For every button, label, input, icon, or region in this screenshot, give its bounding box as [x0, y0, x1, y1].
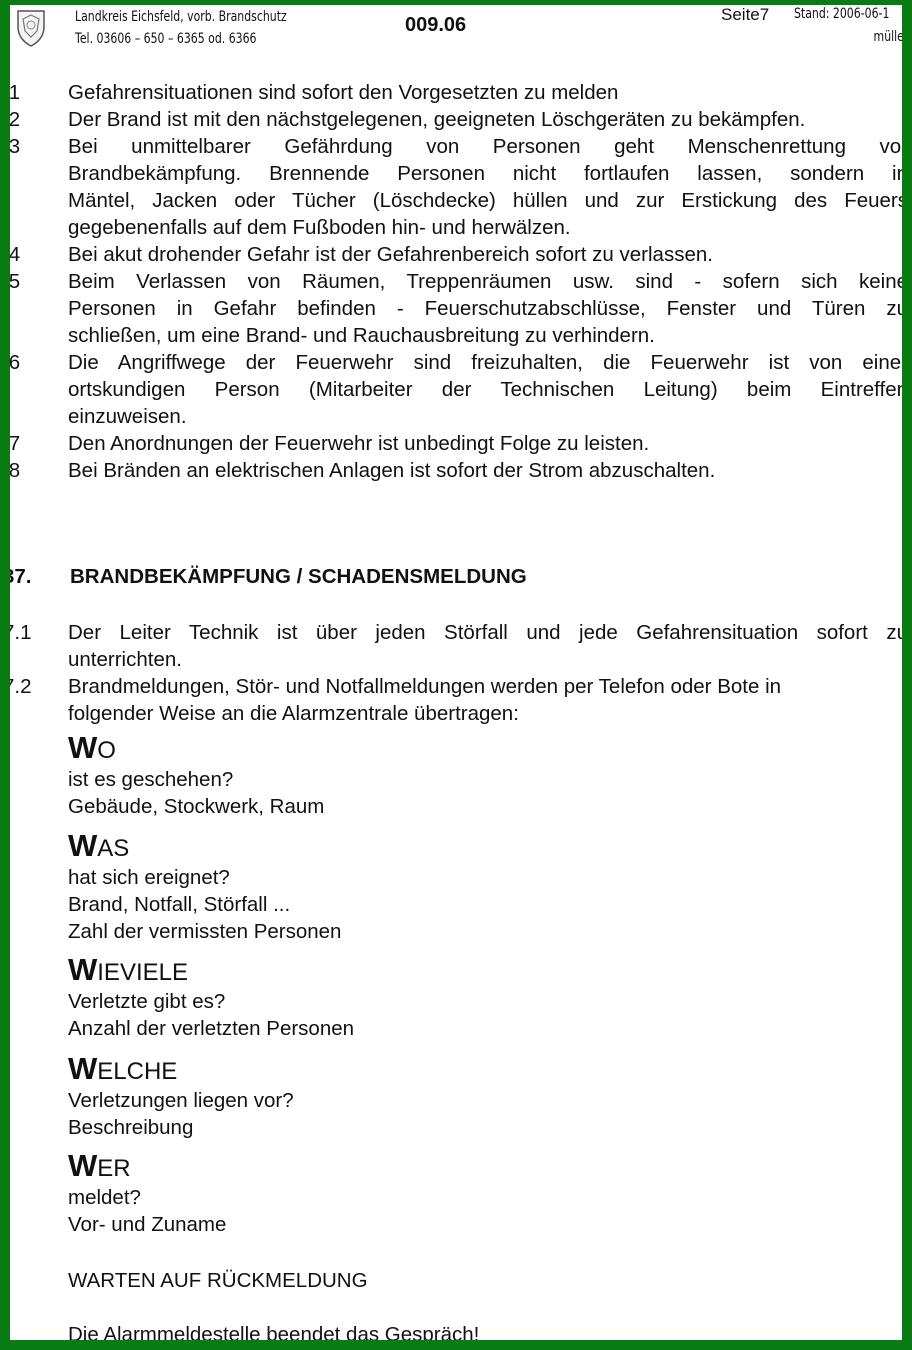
- item-line: folgender Weise an die Alarmzentrale übertragen:: [68, 702, 519, 725]
- item-number: .8: [3, 459, 21, 482]
- item-text: [68, 430, 908, 457]
- w-rest: ER: [97, 1155, 131, 1182]
- w-question-wer: [68, 1148, 227, 1238]
- item-line: Brandmeldungen, Stör- und Notfallmeldungen werden per Telefon oder Bote in: [68, 675, 782, 698]
- w-question-was: [68, 828, 342, 945]
- item-text: [68, 349, 908, 430]
- w-question-line: Anzahl der verletzten Personen: [68, 1017, 355, 1040]
- item-number: .1: [3, 81, 21, 104]
- item-line: Bei Bränden an elektrischen Anlagen ist sofort der Strom abzuschalten.: [68, 459, 716, 482]
- w-initial: W: [68, 730, 98, 765]
- item-text: [68, 241, 908, 268]
- item-line: Den Anordnungen der Feuerwehr ist unbedingt Folge zu leisten.: [68, 432, 650, 455]
- w-rest: AS: [97, 835, 130, 862]
- item-line: Der Brand ist mit den nächstgelegenen, geeigneten Löschgeräten zu bekämpfen.: [68, 108, 806, 131]
- item-text: [68, 106, 908, 133]
- end-call-text: Die Alarmmeldestelle beendet das Gespräch!: [68, 1323, 480, 1346]
- item-number: .5: [3, 270, 21, 293]
- w-rest: ELCHE: [97, 1058, 178, 1085]
- item-line: gegebenenfalls auf dem Fußboden hin- und herwälzen.: [68, 216, 571, 239]
- item-number: .2: [3, 108, 21, 131]
- w-question-line: Beschreibung: [68, 1116, 194, 1139]
- w-question-title: [68, 730, 324, 766]
- item-line: Mäntel, Jacken oder Tücher (Löschdecke) hüllen und zur Erstickung des Feuers: [68, 189, 908, 212]
- document-author: mülle: [873, 29, 904, 45]
- item-text: [68, 673, 908, 727]
- item-line: Bei akut drohender Gefahr ist der Gefahrenbereich sofort zu verlassen.: [68, 243, 713, 266]
- item-number: .6: [3, 351, 21, 374]
- item-text: [68, 268, 908, 349]
- item-line: unterrichten.: [68, 648, 182, 671]
- section-number: 37.: [3, 565, 32, 588]
- item-line: schließen, um eine Brand- und Rauchausbreitung zu verhindern.: [68, 324, 655, 347]
- coat-of-arms-icon: [15, 7, 47, 47]
- w-question-line: Vor- und Zuname: [68, 1213, 227, 1236]
- w-initial: W: [68, 828, 98, 863]
- item-line: Bei unmittelbarer Gefährdung von Personen geht Menschenrettung vor: [68, 135, 908, 158]
- w-initial: W: [68, 1051, 98, 1086]
- item-number: 7.1: [3, 621, 32, 644]
- header-organization: [75, 6, 287, 50]
- w-initial: W: [68, 952, 98, 987]
- w-question-line: hat sich ereignet?: [68, 866, 230, 889]
- w-question-line: meldet?: [68, 1186, 141, 1209]
- item-line: einzuweisen.: [68, 405, 187, 428]
- w-question-title: [68, 828, 341, 864]
- section-title: BRANDBEKÄMPFUNG / SCHADENSMELDUNG: [70, 565, 527, 588]
- item-text: [68, 79, 908, 106]
- item-text: [68, 457, 908, 484]
- item-text: [68, 619, 908, 673]
- page-number: Seite7: [721, 5, 770, 24]
- w-question-title: [68, 1051, 294, 1087]
- header-org-line1: Landkreis Eichsfeld, vorb. Brandschutz: [75, 9, 287, 25]
- item-number: .4: [3, 243, 21, 266]
- item-number: .7: [3, 432, 21, 455]
- w-rest: O: [97, 737, 116, 764]
- w-question-line: Zahl der vermissten Personen: [68, 920, 342, 943]
- w-question-wo: [68, 730, 325, 820]
- w-question-title: [68, 1148, 226, 1184]
- item-line: ortskundigen Person (Mitarbeiter der Technischen Leitung) beim Eintreffen: [68, 378, 908, 401]
- document-date: Stand: 2006-06-1: [794, 6, 890, 22]
- document-page: [3, 5, 908, 1346]
- document-number: 009.06: [405, 14, 467, 36]
- w-question-line: Verletzte gibt es?: [68, 990, 226, 1013]
- item-line: Die Angriffwege der Feuerwehr sind freizuhalten, die Feuerwehr ist von einer: [68, 351, 908, 374]
- item-line: Gefahrensituationen sind sofort den Vorgesetzten zu melden: [68, 81, 619, 104]
- item-line: Brandbekämpfung. Brennende Personen nicht fortlaufen lassen, sondern in: [68, 162, 908, 185]
- w-question-title: [68, 952, 354, 988]
- w-question-wieviele: [68, 952, 355, 1042]
- w-question-line: Verletzungen liegen vor?: [68, 1089, 294, 1112]
- header-org-line2: Tel. 03606 – 650 – 6365 od. 6366: [75, 31, 257, 47]
- w-question-line: ist es geschehen?: [68, 768, 234, 791]
- w-rest: IEVIELE: [97, 959, 188, 986]
- wait-for-callback-text: WARTEN AUF RÜCKMELDUNG: [68, 1269, 368, 1292]
- item-text: [68, 133, 908, 241]
- item-number: 7.2: [3, 675, 32, 698]
- item-line: Der Leiter Technik ist über jeden Störfall und jede Gefahrensituation sofort zu: [68, 621, 908, 644]
- item-number: .3: [3, 135, 21, 158]
- w-question-line: Brand, Notfall, Störfall ...: [68, 893, 291, 916]
- item-line: Personen in Gefahr befinden - Feuerschutzabschlüsse, Fenster und Türen zu: [68, 297, 908, 320]
- item-line: Beim Verlassen von Räumen, Treppenräumen usw. sind - sofern sich keine: [68, 270, 908, 293]
- w-question-line: Gebäude, Stockwerk, Raum: [68, 795, 325, 818]
- w-initial: W: [68, 1148, 98, 1183]
- w-question-welche: [68, 1051, 294, 1141]
